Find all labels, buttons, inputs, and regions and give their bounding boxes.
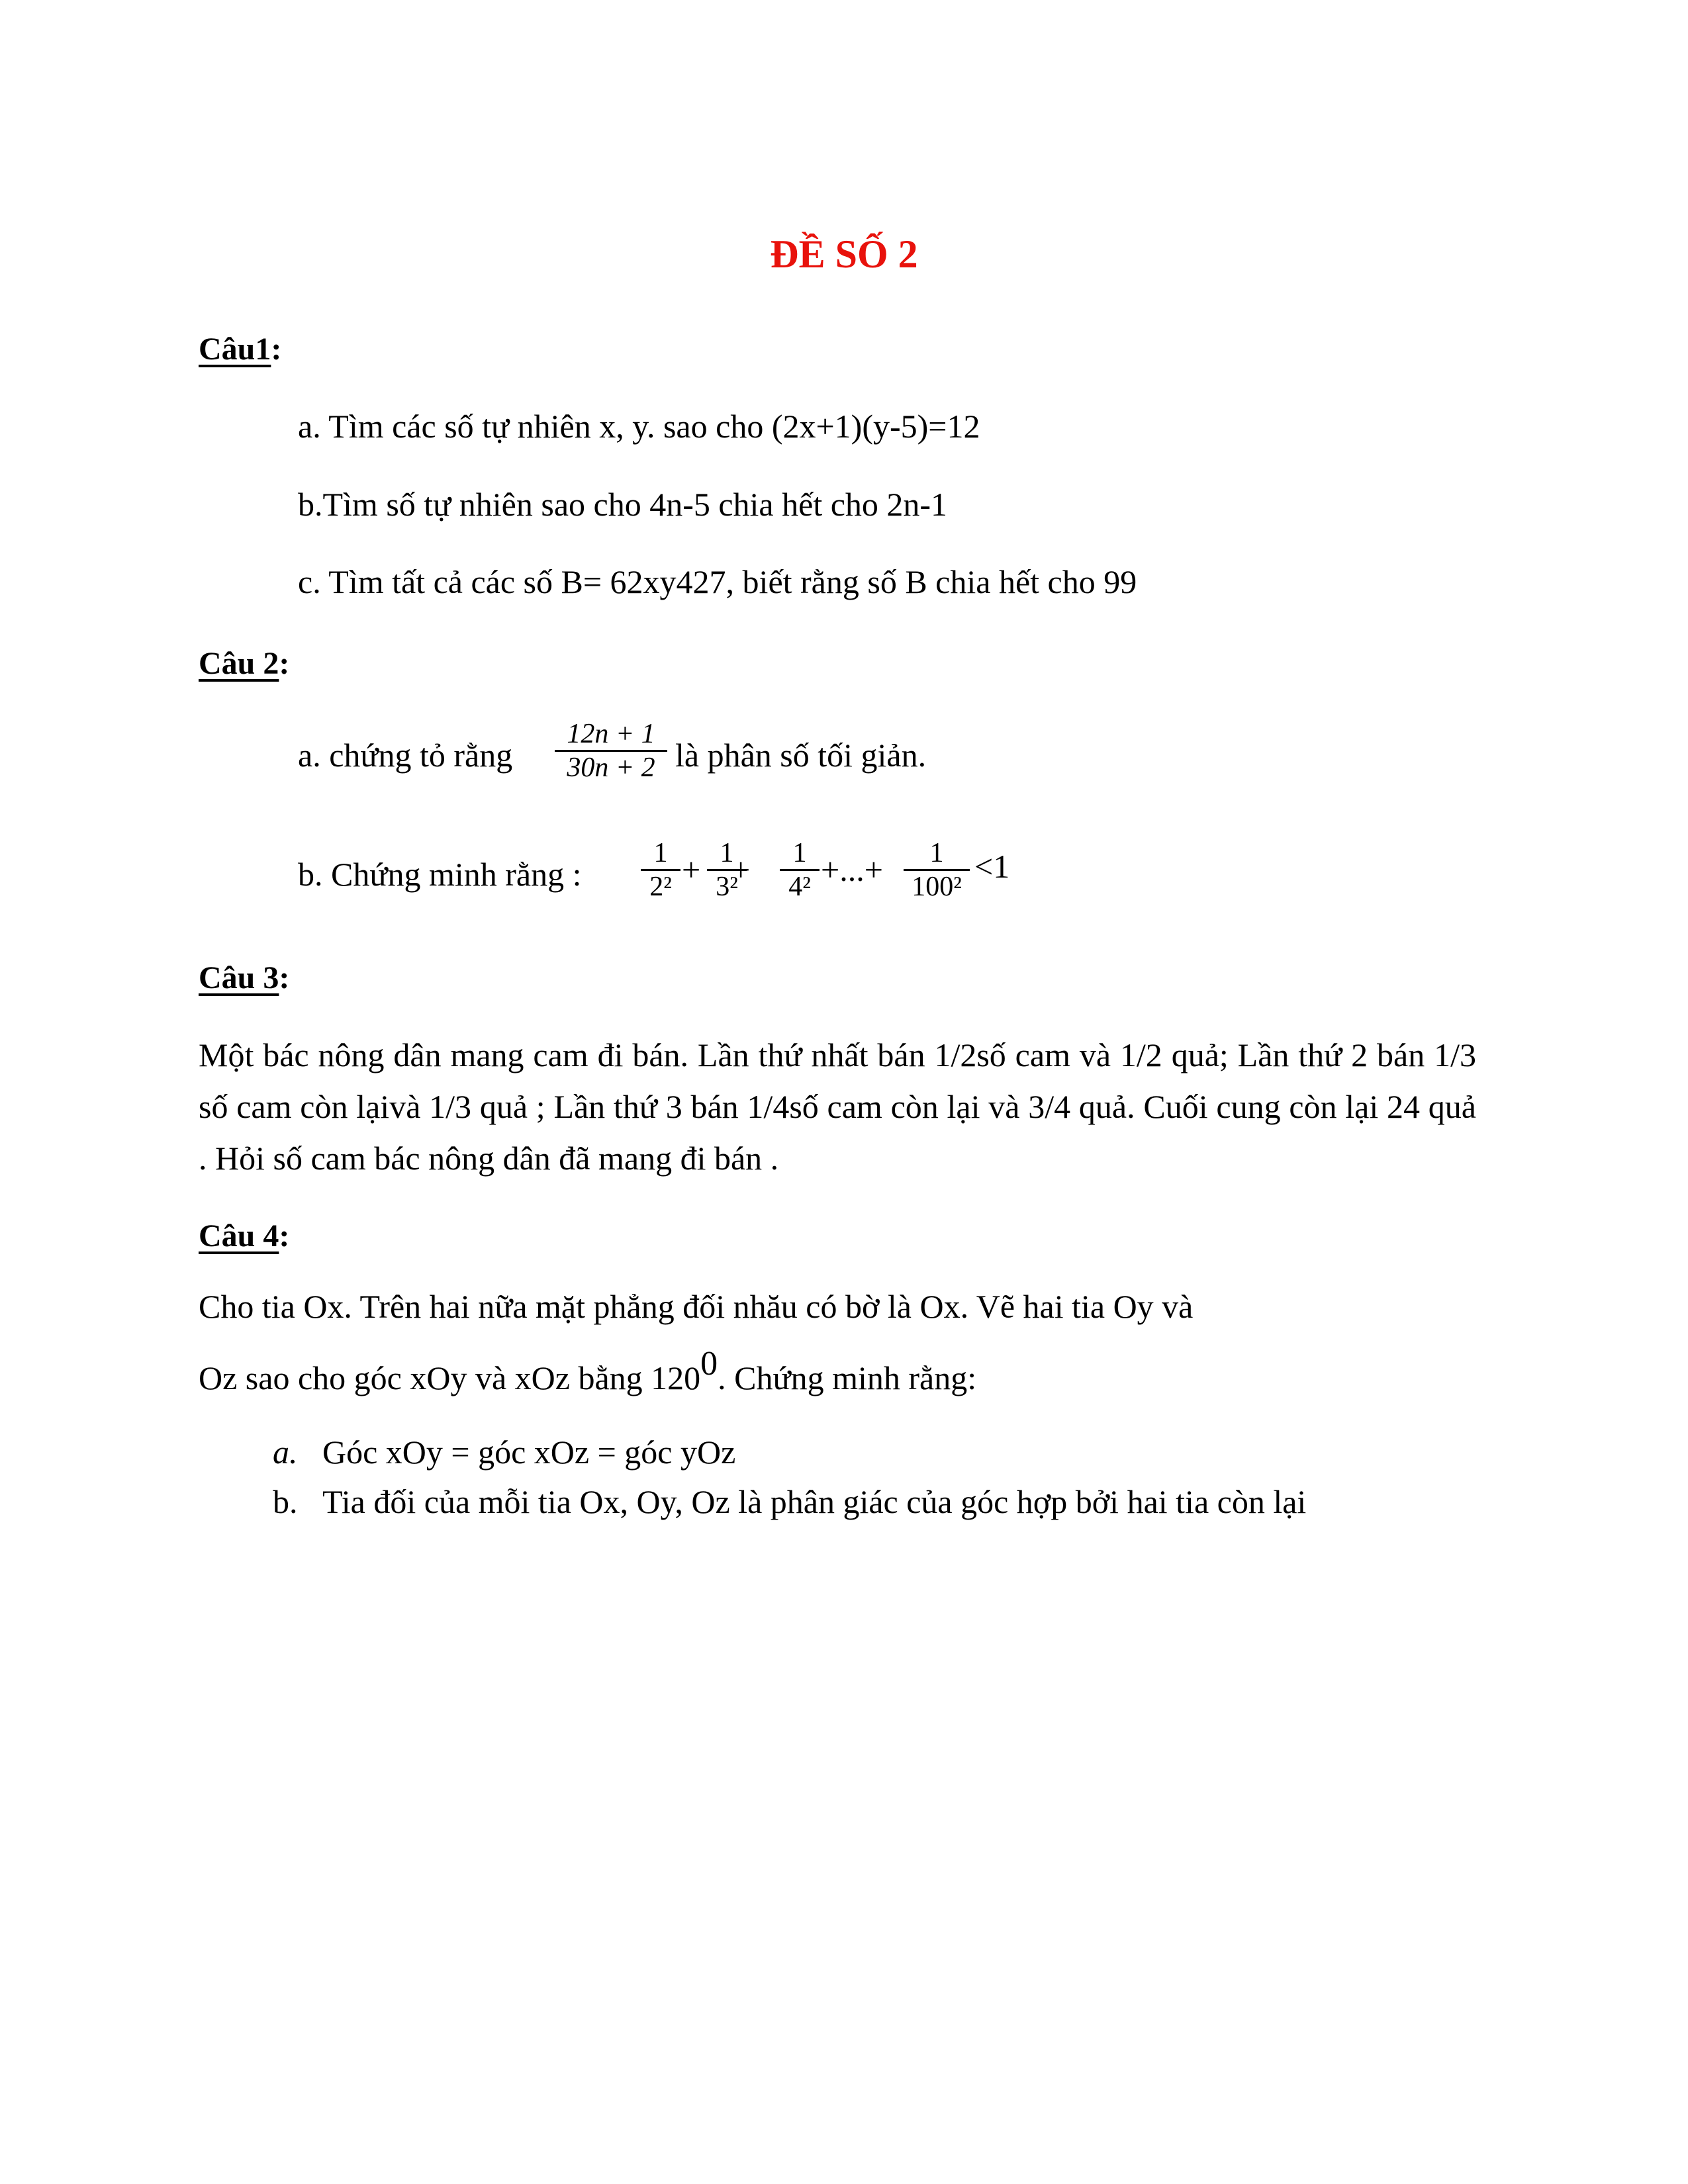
question-1c: c. Tìm tất cả các số B= 62xy427, biết rằng số B chia hết cho 99	[298, 563, 1137, 600]
question-1a: a. Tìm các số tự nhiên x, y. sao cho (2x+1)(y-5)=12	[298, 408, 980, 445]
term-3-numerator: 1	[792, 838, 807, 868]
question-1-colon: :	[271, 332, 282, 367]
question-4b-text: Tia đối của mỗi tia Ox, Oy, Oz là phân giác của góc hợp bởi hai tia còn lại	[322, 1483, 1307, 1520]
plus-dots: +...+	[821, 851, 883, 888]
question-3-label: Câu 3	[199, 960, 279, 995]
term-2-numerator: 1	[720, 838, 734, 868]
plus-sign-2: +	[731, 851, 751, 888]
question-2-colon: :	[279, 646, 290, 681]
question-4-line-2-pre: Oz sao cho góc xOy và xOz bằng 120	[199, 1359, 701, 1396]
question-4-heading	[199, 1218, 289, 1254]
document-title: ĐỀ SỐ 2	[770, 232, 918, 276]
term-1-numerator: 1	[653, 838, 668, 868]
question-4a-label: a.	[273, 1433, 298, 1471]
less-than-one: <1	[974, 848, 1010, 885]
question-4-label: Câu 4	[199, 1218, 279, 1253]
question-2a-suffix: là phân số tối giản.	[675, 737, 927, 774]
fraction-12n-30n	[555, 718, 667, 784]
question-2-label: Câu 2	[199, 646, 279, 681]
plus-sign-1: +	[682, 851, 701, 888]
question-2b-prefix: b. Chứng minh rằng :	[298, 856, 582, 893]
fraction-term-3	[780, 837, 820, 903]
term-1-denominator: 2²	[641, 869, 680, 903]
question-1-label: Câu1	[199, 332, 271, 367]
question-3-heading	[199, 960, 289, 996]
term-3-denominator: 4²	[780, 869, 820, 903]
fraction-term-4	[904, 837, 970, 903]
question-2-heading	[199, 645, 289, 682]
degree-symbol: 0	[700, 1345, 718, 1383]
question-1-heading	[199, 331, 281, 367]
term-2-denominator: 3²	[707, 869, 747, 903]
question-2a-prefix: a. chứng tỏ rằng	[298, 737, 513, 774]
question-4-line-2	[199, 1345, 977, 1397]
question-3-text: Một bác nông dân mang cam đi bán. Lần thứ nhất bán 1/2số cam và 1/2 quả; Lần thứ 2 bán 1/3 số cam còn lạivà 1/3 quả ; Lần thứ 3 bán 1/4số cam còn lại và 3/4 quả. Cuối cung còn lại 24 quả . Hỏi số cam bác nông dân đã mang đi bán .	[199, 1036, 1476, 1177]
term-4-denominator: 100²	[904, 869, 970, 903]
question-4-line-1: Cho tia Ox. Trên hai nữa mặt phẳng đối nhău có bờ là Ox. Vẽ hai tia Oy và	[199, 1288, 1194, 1325]
question-4b-label: b.	[273, 1483, 298, 1520]
fraction-numerator: 12n + 1	[567, 719, 655, 749]
question-4-line-2-post: . Chứng minh rằng:	[718, 1359, 977, 1396]
question-1b: b.Tìm số tự nhiên sao cho 4n-5 chia hết cho 2n-1	[298, 486, 948, 523]
question-3-colon: :	[279, 960, 290, 995]
question-4-colon: :	[279, 1218, 290, 1253]
fraction-denominator: 30n + 2	[555, 750, 667, 784]
question-4a-text: Góc xOy = góc xOz = góc yOz	[322, 1433, 736, 1471]
term-4-numerator: 1	[929, 838, 944, 868]
fraction-term-1	[641, 837, 680, 903]
